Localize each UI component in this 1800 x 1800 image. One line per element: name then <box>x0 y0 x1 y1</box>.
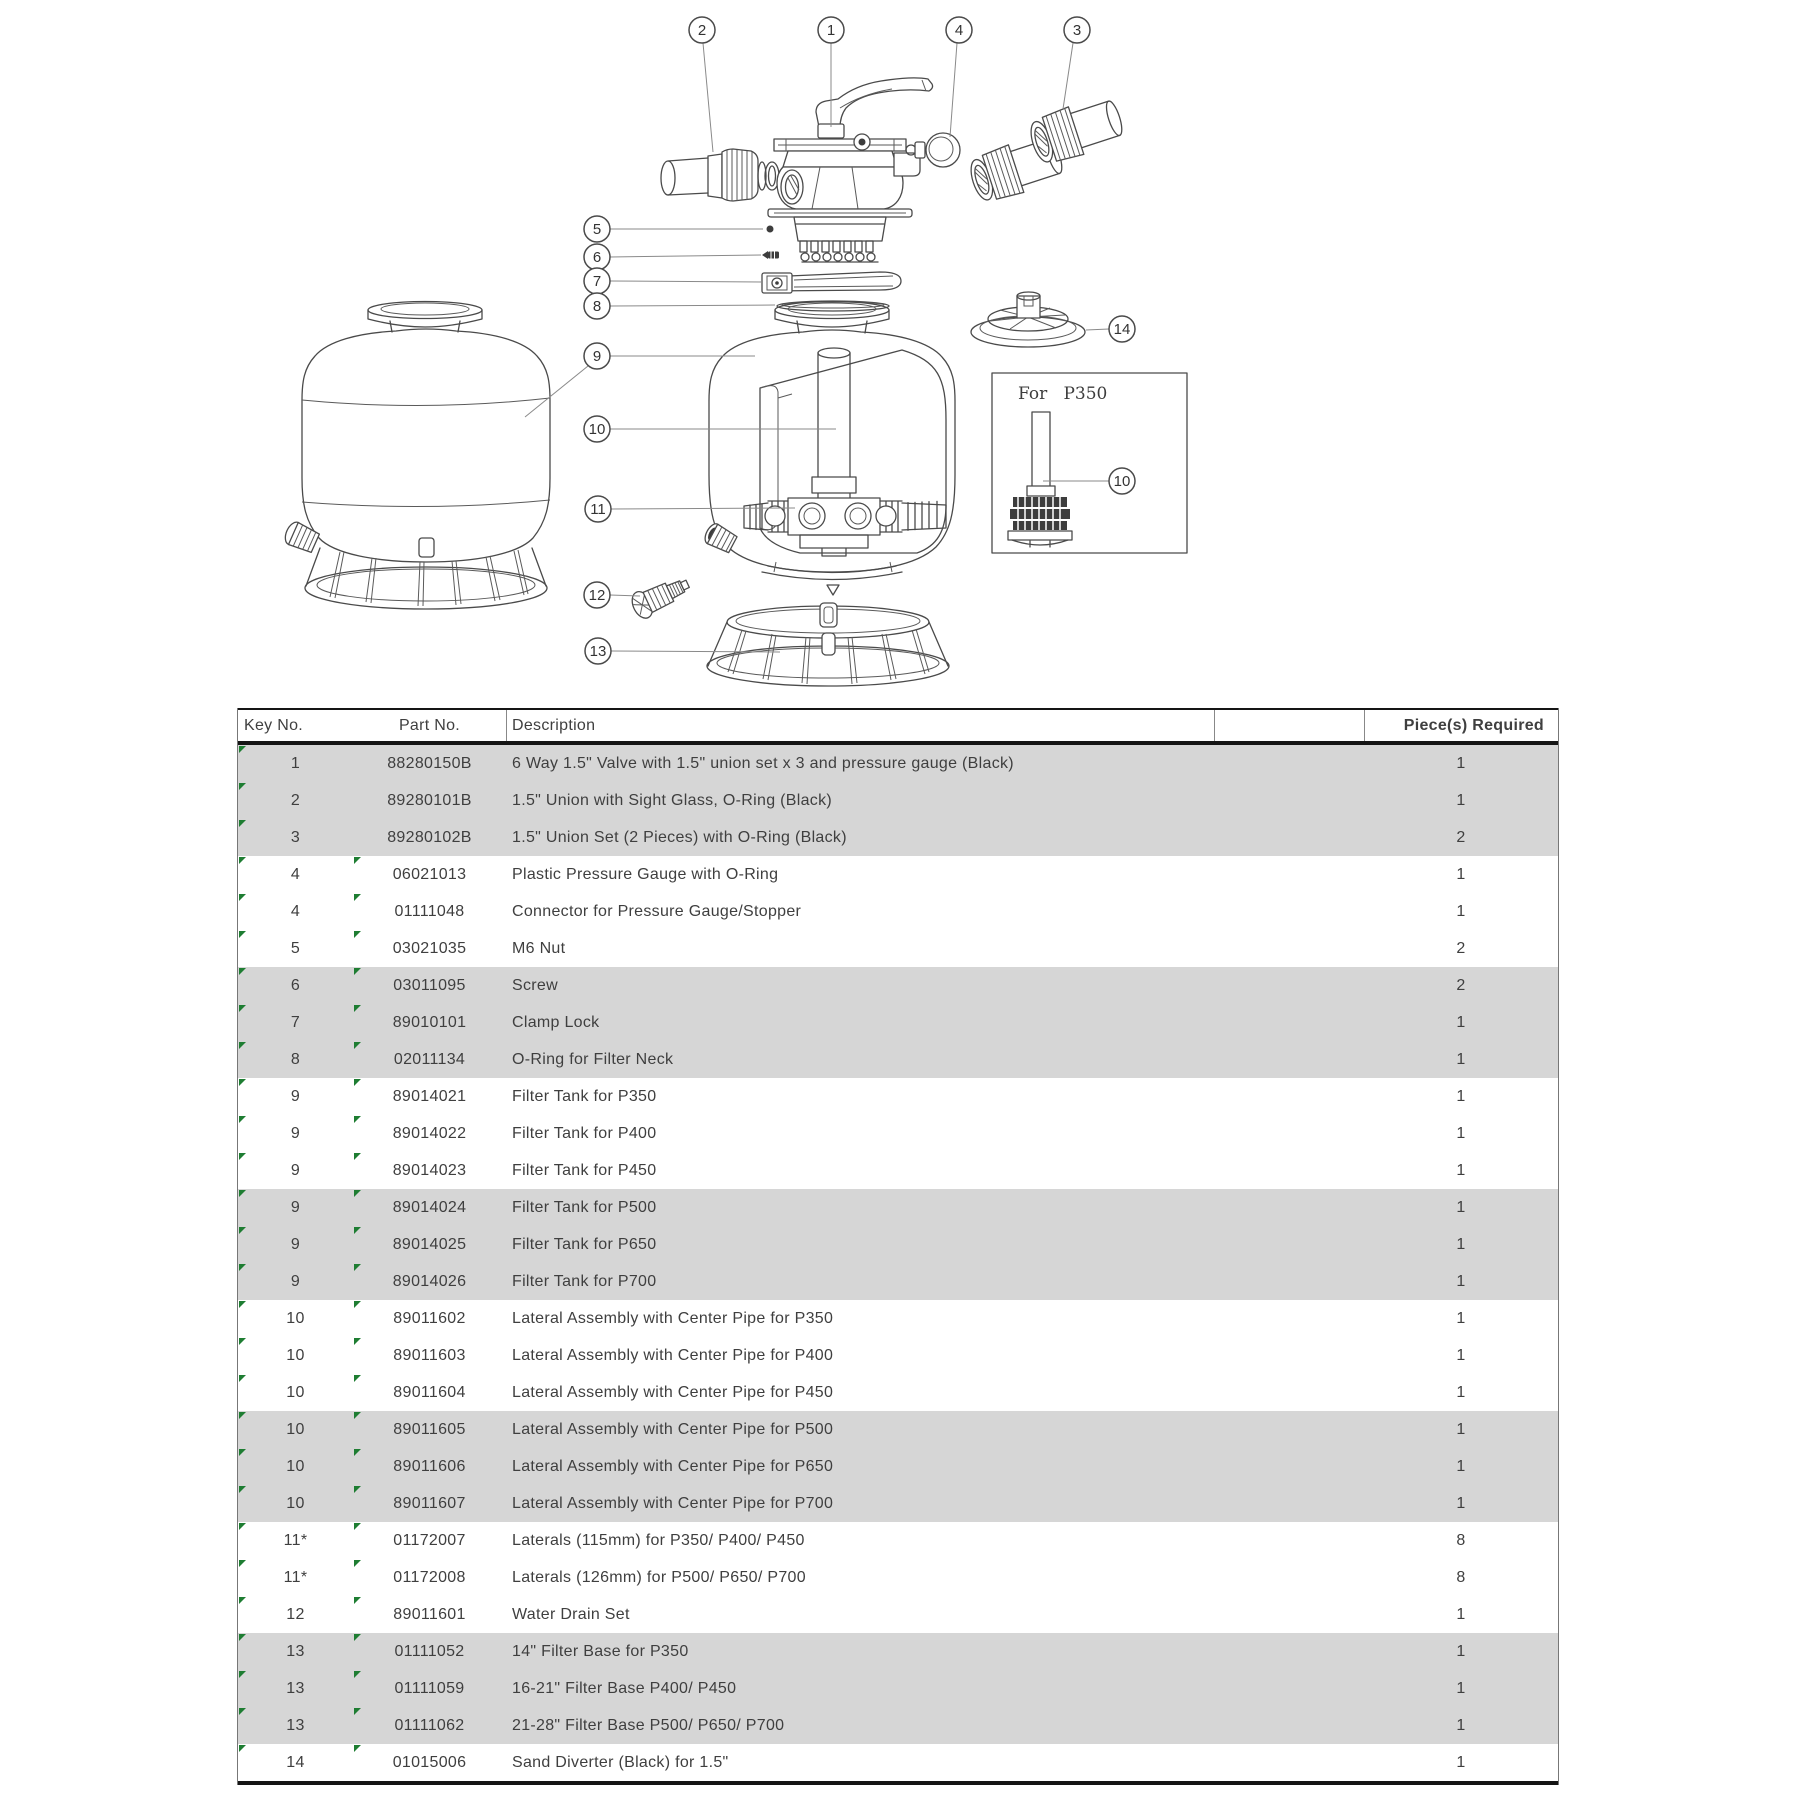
table-row <box>238 819 1558 856</box>
cell-key-no: 6 <box>290 977 301 994</box>
cell-pieces-required: 1 <box>1456 1606 1466 1623</box>
cell-corner-marker <box>354 1042 361 1049</box>
cell-description: 16-21" Filter Base P400/ P450 <box>512 1680 737 1697</box>
table-row <box>238 1078 1558 1115</box>
cell-part-no: 89011607 <box>393 1495 466 1512</box>
cell-pieces-required: 1 <box>1456 1717 1466 1734</box>
parts-table-header <box>238 708 1558 745</box>
cell-pieces-required: 1 <box>1456 1384 1466 1401</box>
callout-label: 11 <box>590 501 606 518</box>
cell-part-no: 01111059 <box>394 1680 465 1697</box>
cell-corner-marker <box>354 1745 361 1752</box>
cell-corner-marker <box>354 1153 361 1160</box>
cell-corner-marker <box>239 894 246 901</box>
callout-label: 13 <box>589 643 607 660</box>
cell-corner-marker <box>354 1449 361 1456</box>
cell-part-no: 89280102B <box>387 829 472 846</box>
table-row <box>238 1633 1558 1670</box>
cell-key-no: 9 <box>290 1236 301 1253</box>
cell-corner-marker <box>239 1412 246 1419</box>
table-row <box>238 1596 1558 1633</box>
cell-key-no: 10 <box>286 1458 305 1475</box>
callout-label: 8 <box>592 298 602 315</box>
cell-key-no: 9 <box>290 1273 301 1290</box>
leader-line <box>1086 329 1109 330</box>
cell-corner-marker <box>239 1449 246 1456</box>
cell-part-no: 89280101B <box>387 792 472 809</box>
cell-corner-marker <box>239 1708 246 1715</box>
cell-corner-marker <box>239 857 246 864</box>
leader-line <box>610 281 762 282</box>
table-row <box>238 1744 1558 1781</box>
cell-part-no: 89014024 <box>392 1199 467 1216</box>
cell-pieces-required: 1 <box>1456 1310 1466 1327</box>
table-row <box>238 1041 1558 1078</box>
cell-corner-marker <box>354 1301 361 1308</box>
cell-corner-marker <box>239 1486 246 1493</box>
cell-description: Lateral Assembly with Center Pipe for P650 <box>512 1458 834 1475</box>
cell-description: 14" Filter Base for P350 <box>512 1643 689 1660</box>
callout-label: 10 <box>1113 473 1131 490</box>
cell-key-no: 7 <box>290 1014 301 1031</box>
cell-description: 1.5" Union with Sight Glass, O-Ring (Black) <box>512 792 833 809</box>
cell-key-no: 11* <box>283 1569 308 1586</box>
multiport-valve-part <box>768 78 933 262</box>
inset-box-label: For P350 <box>1018 384 1108 404</box>
callout-label: 1 <box>826 22 836 39</box>
cell-corner-marker <box>354 857 361 864</box>
header-separator <box>1214 710 1215 741</box>
callout-label: 7 <box>592 273 602 290</box>
table-row <box>238 893 1558 930</box>
cell-pieces-required: 2 <box>1456 940 1466 957</box>
table-row <box>238 1263 1558 1300</box>
cell-part-no: 89011601 <box>393 1606 466 1623</box>
table-row <box>238 1522 1558 1559</box>
cell-part-no: 01111052 <box>394 1643 465 1660</box>
table-row <box>238 1189 1558 1226</box>
cell-corner-marker <box>239 1301 246 1308</box>
table-row <box>238 1670 1558 1707</box>
cell-key-no: 9 <box>290 1088 301 1105</box>
callout-label: 3 <box>1072 22 1082 39</box>
cell-description: Laterals (126mm) for P500/ P650/ P700 <box>512 1569 806 1586</box>
table-row <box>238 1004 1558 1041</box>
cell-part-no: 01172008 <box>393 1569 466 1586</box>
cell-pieces-required: 8 <box>1456 1569 1466 1586</box>
cell-corner-marker <box>354 1560 361 1567</box>
callout-label: 10 <box>588 421 606 438</box>
cell-key-no: 10 <box>286 1495 305 1512</box>
cell-description: Lateral Assembly with Center Pipe for P500 <box>512 1421 834 1438</box>
table-row <box>238 745 1558 782</box>
cell-key-no: 10 <box>286 1421 305 1438</box>
sand-diverter-part <box>971 292 1085 347</box>
leader-line <box>1063 43 1073 109</box>
leader-line <box>525 366 588 417</box>
table-row <box>238 1300 1558 1337</box>
cell-corner-marker <box>354 1523 361 1530</box>
cell-part-no: 89014026 <box>392 1273 467 1290</box>
cell-description: 6 Way 1.5" Valve with 1.5" union set x 3 and pressure gauge (Black) <box>512 755 1014 772</box>
table-row <box>238 1448 1558 1485</box>
table-row <box>238 856 1558 893</box>
cell-description: Laterals (115mm) for P350/ P400/ P450 <box>512 1532 805 1549</box>
cell-description: Screw <box>512 977 558 994</box>
cell-part-no: 89011602 <box>393 1310 466 1327</box>
cell-corner-marker <box>354 1005 361 1012</box>
cell-part-no: 03021035 <box>392 940 467 957</box>
cell-pieces-required: 1 <box>1456 1125 1466 1142</box>
filter-tank-cutaway <box>702 302 955 596</box>
cell-corner-marker <box>239 1597 246 1604</box>
cell-description: Connector for Pressure Gauge/Stopper <box>512 903 802 920</box>
parts-table-body <box>238 745 1558 1785</box>
header-separator <box>506 710 507 741</box>
callout-label: 2 <box>697 22 707 39</box>
table-row <box>238 1485 1558 1522</box>
cell-pieces-required: 8 <box>1456 1532 1466 1549</box>
cell-pieces-required: 1 <box>1456 1014 1466 1031</box>
cell-description: Sand Diverter (Black) for 1.5" <box>512 1754 729 1771</box>
cell-corner-marker <box>239 931 246 938</box>
cell-description: Lateral Assembly with Center Pipe for P700 <box>512 1495 834 1512</box>
cell-pieces-required: 1 <box>1456 1236 1466 1253</box>
cell-description: Lateral Assembly with Center Pipe for P400 <box>512 1347 834 1364</box>
cell-description: Water Drain Set <box>512 1606 630 1623</box>
cell-key-no: 10 <box>286 1384 305 1401</box>
cell-description: Filter Tank for P400 <box>512 1125 657 1142</box>
cell-corner-marker <box>239 1116 246 1123</box>
union-sight-glass-part <box>661 149 779 201</box>
cell-description: Filter Tank for P650 <box>512 1236 657 1253</box>
cell-key-no: 9 <box>290 1199 301 1216</box>
cell-key-no: 14 <box>286 1754 305 1771</box>
filter-base-part <box>707 603 949 686</box>
cell-part-no: 89011603 <box>393 1347 466 1364</box>
table-row <box>238 967 1558 1004</box>
cell-part-no: 01015006 <box>392 1754 467 1771</box>
cell-pieces-required: 1 <box>1456 1273 1466 1290</box>
cell-description: Filter Tank for P350 <box>512 1088 657 1105</box>
cell-pieces-required: 1 <box>1456 1754 1466 1771</box>
cell-part-no: 88280150B <box>387 755 472 772</box>
cell-part-no: 89014021 <box>392 1088 467 1105</box>
table-row <box>238 1411 1558 1448</box>
filter-tank-part <box>282 302 550 610</box>
table-row <box>238 1115 1558 1152</box>
cell-part-no: 01172007 <box>393 1532 466 1549</box>
cell-pieces-required: 1 <box>1456 1162 1466 1179</box>
cell-corner-marker <box>354 1079 361 1086</box>
table-row <box>238 782 1558 819</box>
cell-corner-marker <box>354 1227 361 1234</box>
cell-key-no: 13 <box>286 1643 305 1660</box>
exploded-diagram <box>0 0 1800 709</box>
cell-key-no: 13 <box>286 1717 305 1734</box>
cell-description: Filter Tank for P700 <box>512 1273 657 1290</box>
leader-line <box>610 305 775 306</box>
cell-key-no: 2 <box>290 792 301 809</box>
cell-description: Lateral Assembly with Center Pipe for P350 <box>512 1310 834 1327</box>
cell-corner-marker <box>239 1005 246 1012</box>
leader-line <box>703 43 713 152</box>
cell-part-no: 89011606 <box>393 1458 466 1475</box>
cell-corner-marker <box>239 1153 246 1160</box>
cell-key-no: 3 <box>290 829 301 846</box>
leader-line <box>611 651 780 652</box>
cell-key-no: 11* <box>283 1532 308 1549</box>
cell-corner-marker <box>239 1264 246 1271</box>
table-row <box>238 1374 1558 1411</box>
callout-label: 12 <box>588 587 606 604</box>
cell-pieces-required: 1 <box>1456 792 1466 809</box>
cell-corner-marker <box>239 1634 246 1641</box>
cell-pieces-required: 1 <box>1456 1458 1466 1475</box>
cell-part-no: 89014022 <box>392 1125 467 1142</box>
cell-description: O-Ring for Filter Neck <box>512 1051 674 1068</box>
cell-pieces-required: 1 <box>1456 1199 1466 1216</box>
cell-key-no: 9 <box>290 1162 301 1179</box>
cell-key-no: 8 <box>290 1051 301 1068</box>
cell-corner-marker <box>354 968 361 975</box>
cell-pieces-required: 1 <box>1456 1643 1466 1660</box>
cell-corner-marker <box>239 783 246 790</box>
cell-part-no: 89011605 <box>393 1421 466 1438</box>
cell-corner-marker <box>354 1412 361 1419</box>
cell-pieces-required: 1 <box>1456 1495 1466 1512</box>
table-row <box>238 1226 1558 1263</box>
cell-corner-marker <box>239 1190 246 1197</box>
cell-key-no: 1 <box>290 755 301 772</box>
cell-corner-marker <box>239 820 246 827</box>
cell-description: M6 Nut <box>512 940 566 957</box>
cell-corner-marker <box>354 1671 361 1678</box>
cell-key-no: 12 <box>286 1606 305 1623</box>
cell-corner-marker <box>239 1560 246 1567</box>
leader-line <box>610 255 761 257</box>
cell-part-no: 03011095 <box>393 977 466 994</box>
callout-label: 6 <box>592 249 602 266</box>
cell-description: 21-28" Filter Base P500/ P650/ P700 <box>512 1717 785 1734</box>
cell-part-no: 89010101 <box>392 1014 467 1031</box>
cell-description: Clamp Lock <box>512 1014 600 1031</box>
cell-key-no: 5 <box>290 940 301 957</box>
header-key-no: Key No. <box>244 717 304 734</box>
cell-corner-marker <box>354 1116 361 1123</box>
cell-pieces-required: 1 <box>1456 1347 1466 1364</box>
cell-key-no: 10 <box>286 1310 305 1327</box>
header-part-no: Part No. <box>398 717 461 734</box>
cell-corner-marker <box>354 931 361 938</box>
inset-box-p350 <box>992 373 1187 553</box>
cell-pieces-required: 1 <box>1456 866 1466 883</box>
cell-part-no: 01111062 <box>394 1717 465 1734</box>
cell-corner-marker <box>239 1227 246 1234</box>
callout-label: 4 <box>954 22 964 39</box>
cell-description: 1.5" Union Set (2 Pieces) with O-Ring (Black) <box>512 829 847 846</box>
cell-pieces-required: 1 <box>1456 1680 1466 1697</box>
union-set-part <box>966 93 1128 207</box>
cell-pieces-required: 1 <box>1456 903 1466 920</box>
cell-part-no: 89014025 <box>392 1236 467 1253</box>
table-row <box>238 1337 1558 1374</box>
table-row <box>238 1152 1558 1189</box>
cell-corner-marker <box>354 894 361 901</box>
cell-key-no: 9 <box>290 1125 301 1142</box>
cell-pieces-required: 1 <box>1456 1088 1466 1105</box>
cell-pieces-required: 1 <box>1456 1421 1466 1438</box>
cell-pieces-required: 1 <box>1456 755 1466 772</box>
cell-corner-marker <box>354 1264 361 1271</box>
header-description: Description <box>512 717 596 734</box>
cell-description: Filter Tank for P450 <box>512 1162 657 1179</box>
table-row <box>238 930 1558 967</box>
cell-corner-marker <box>354 1190 361 1197</box>
cell-key-no: 4 <box>290 866 301 883</box>
cell-corner-marker <box>239 1671 246 1678</box>
cell-description: Lateral Assembly with Center Pipe for P450 <box>512 1384 834 1401</box>
cell-part-no: 89014023 <box>392 1162 467 1179</box>
cell-part-no: 06021013 <box>392 866 467 883</box>
callout-label: 14 <box>1113 321 1131 338</box>
cell-pieces-required: 2 <box>1456 977 1466 994</box>
cell-corner-marker <box>354 1597 361 1604</box>
cell-part-no: 01111048 <box>394 903 465 920</box>
cell-corner-marker <box>239 968 246 975</box>
cell-corner-marker <box>354 1486 361 1493</box>
cell-pieces-required: 1 <box>1456 1051 1466 1068</box>
screw-part <box>762 251 779 259</box>
cell-corner-marker <box>239 1042 246 1049</box>
cell-description: Filter Tank for P500 <box>512 1199 657 1216</box>
table-row <box>238 1707 1558 1744</box>
callout-label: 5 <box>592 221 602 238</box>
leader-line <box>950 43 957 137</box>
cell-key-no: 4 <box>290 903 301 920</box>
cell-part-no: 89011604 <box>393 1384 466 1401</box>
cell-key-no: 10 <box>286 1347 305 1364</box>
cell-corner-marker <box>239 1523 246 1530</box>
m6-nut-part <box>767 226 774 233</box>
cell-corner-marker <box>354 1708 361 1715</box>
table-row <box>238 1559 1558 1596</box>
cell-corner-marker <box>239 1375 246 1382</box>
callout-label: 9 <box>592 348 602 365</box>
clamp-lock-part <box>762 272 901 293</box>
cell-corner-marker <box>239 1338 246 1345</box>
cell-corner-marker <box>354 1634 361 1641</box>
cell-corner-marker <box>239 1745 246 1752</box>
cell-key-no: 13 <box>286 1680 305 1697</box>
parts-table <box>237 708 1559 1785</box>
cell-corner-marker <box>354 1338 361 1345</box>
cell-corner-marker <box>239 1079 246 1086</box>
cell-corner-marker <box>239 746 246 753</box>
cell-pieces-required: 2 <box>1456 829 1466 846</box>
cell-corner-marker <box>354 1375 361 1382</box>
header-pieces-required: Piece(s) Required <box>1403 717 1544 734</box>
cell-description: Plastic Pressure Gauge with O-Ring <box>512 866 779 883</box>
cell-part-no: 02011134 <box>393 1051 466 1068</box>
